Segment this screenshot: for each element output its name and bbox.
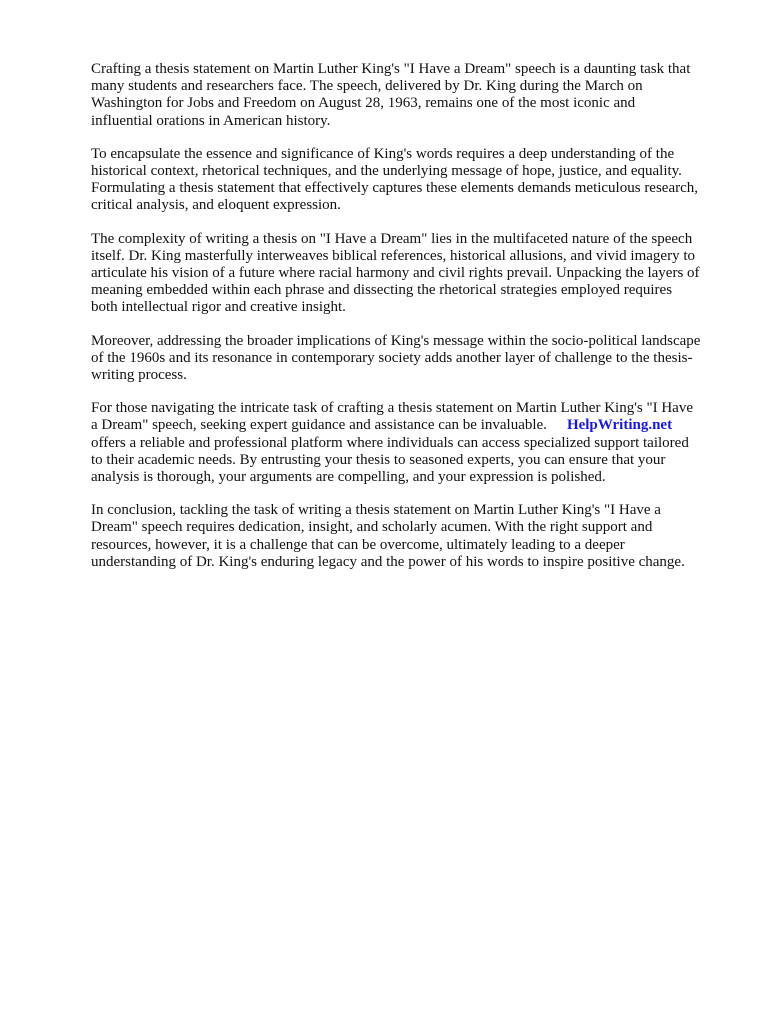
guidance-text-after: offers a reliable and professional platform where individuals can access specialized support tailored to their academic needs. By entrusting your thesis to seasoned experts, you can ensure that your analysis is thorough, your arguments are compelling, and your expression is polished. <box>91 434 689 486</box>
paragraph-complexity: The complexity of writing a thesis on "I Have a Dream" lies in the multifaceted nature of the speech itself. Dr. King masterfully interweaves biblical references, historical allusions, and vivid imagery to articulate his vision of a future where racial harmony and civil rights prevail. Unpacking the layers of meaning embedded within each phrase and dissecting the rhetorical strategies employed requires both intellectual rigor and creative insight. <box>91 230 700 316</box>
paragraph-intro: Crafting a thesis statement on Martin Luther King's "I Have a Dream" speech is a daunting task that many students and researchers face. The speech, delivered by Dr. King during the March on Washington for Jobs and Freedom on August 28, 1963, remains one of the most iconic and influential orations in American history. <box>91 61 691 129</box>
paragraph-guidance <box>91 400 731 486</box>
guidance-text-before: For those navigating the intricate task of crafting a thesis statement on Martin Luther King's "I Have a Dream" speech, seeking expert guidance and assistance can be invaluable. <box>91 400 693 434</box>
helpwriting-link[interactable]: HelpWriting.net <box>566 417 673 434</box>
paragraph-essence: To encapsulate the essence and significance of King's words requires a deep understanding of the historical context, rhetorical techniques, and the underlying message of hope, justice, and equality. Formulating a thesis statement that effectively captures these elements demands meticulous research, critical analysis, and eloquent expression. <box>91 145 699 214</box>
document-body <box>91 61 731 587</box>
paragraph-implications: Moreover, addressing the broader implications of King's message within the socio-political landscape of the 1960s and its resonance in contemporary society adds another layer of challenge to the thesis- writing process. <box>91 332 701 384</box>
paragraph-conclusion: In conclusion, tackling the task of writing a thesis statement on Martin Luther King's "I Have a Dream" speech requires dedication, insight, and scholarly acumen. With the right support and resources, however, it is a challenge that can be overcome, ultimately leading to a deeper understanding of Dr. King's enduring legacy and the power of his words to inspire positive change. <box>91 502 685 570</box>
